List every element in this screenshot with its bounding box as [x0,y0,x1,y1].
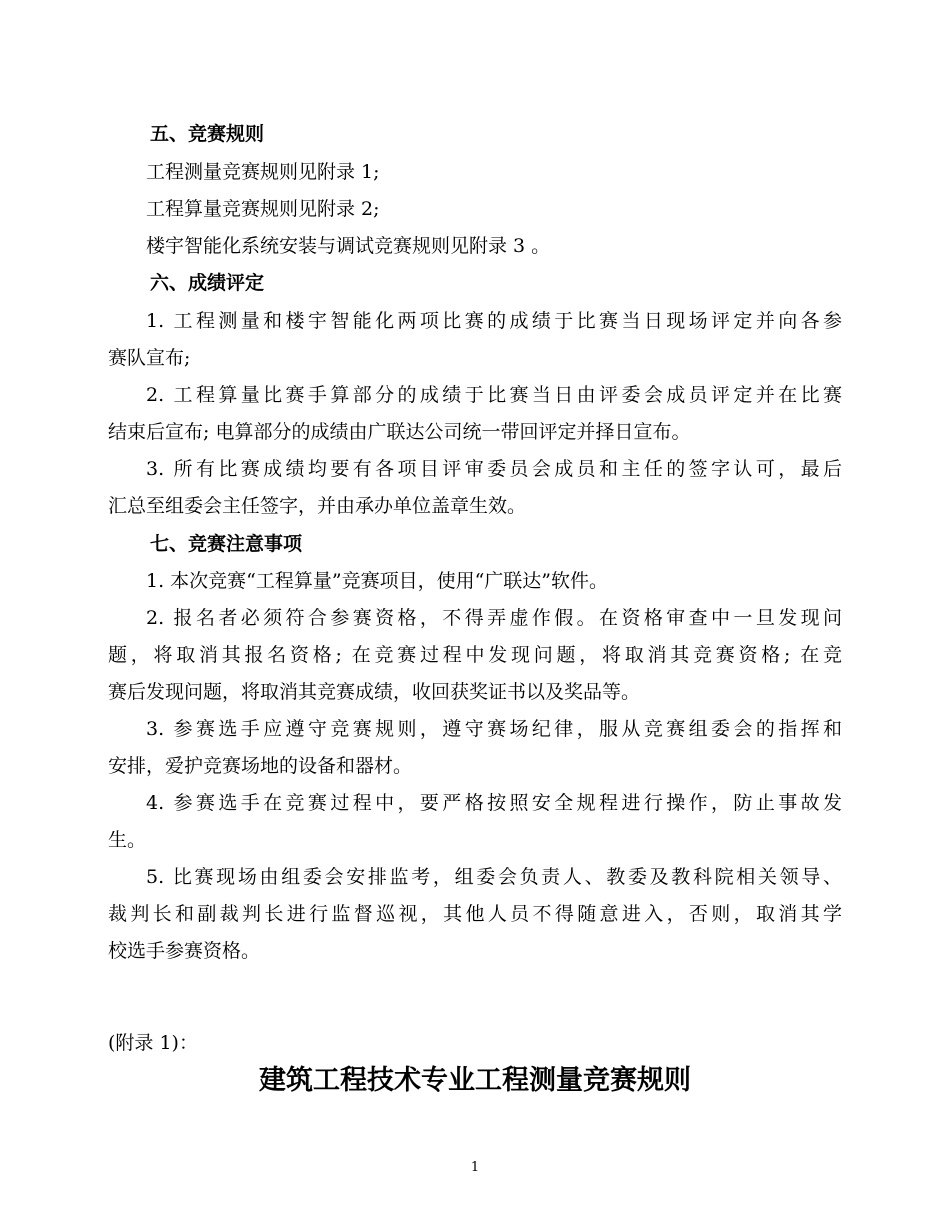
section-7-p2-line-2: 题，将取消其报名资格; 在竞赛过程中发现问题，将取消其竞赛资格; 在竞 [108,644,842,666]
section-6-p1-line-2: 赛队宣布; [108,347,191,369]
section-5-item-2: 工程算量竞赛规则见附录 2; [146,198,380,220]
section-5-item-1: 工程测量竞赛规则见附录 1; [146,161,380,183]
section-7-p4-line-1: 4. 参赛选手在竞赛过程中，要严格按照安全规程进行操作，防止事故发 [146,792,842,814]
section-7-p4-line-2: 生。 [108,829,147,851]
section-7-p2-line-3: 赛后发现问题，将取消其竞赛成绩，收回获奖证书以及奖品等。 [108,681,641,703]
section-6-p1-line-1: 1. 工程测量和楼宇智能化两项比赛的成绩于比赛当日现场评定并向各参 [146,310,842,332]
section-5-heading: 五、竞赛规则 [150,123,265,145]
section-7-p2-line-1: 2. 报名者必须符合参赛资格，不得弄虚作假。在资格审查中一旦发现问 [146,607,842,629]
section-6-p2-line-1: 2. 工程算量比赛手算部分的成绩于比赛当日由评委会成员评定并在比赛 [146,384,842,406]
appendix-label: (附录 1)： [108,1032,198,1054]
section-5-item-3: 楼宇智能化系统安装与调试竞赛规则见附录 3 。 [146,235,551,257]
section-7-heading: 七、竞赛注意事项 [150,533,303,555]
section-7-p3-line-2: 安排，爱护竞赛场地的设备和器材。 [108,755,413,777]
page-number: 1 [470,1160,480,1175]
appendix-title: 建筑工程技术专业工程测量竞赛规则 [259,1065,691,1096]
section-7-p5-line-2: 裁判长和副裁判长进行监督巡视，其他人员不得随意进入，否则，取消其学 [108,903,842,925]
section-6-heading: 六、成绩评定 [150,272,265,294]
section-7-p1-line-1: 1. 本次竞赛“工程算量”竞赛项目，使用“广联达”软件。 [146,570,609,592]
section-6-p3-line-1: 3. 所有比赛成绩均要有各项目评审委员会成员和主任的签字认可，最后 [146,458,842,480]
section-7-p5-line-3: 校选手参赛资格。 [108,940,261,962]
section-7-p5-line-1: 5. 比赛现场由组委会安排监考，组委会负责人、教委及教科院相关领导、 [146,866,842,888]
section-6-p3-line-2: 汇总至组委会主任签字，并由承办单位盖章生效。 [108,495,527,517]
section-6-p2-line-2: 结束后宣布; 电算部分的成绩由广联达公司统一带回评定并择日宣布。 [108,421,691,443]
section-7-p3-line-1: 3. 参赛选手应遵守竞赛规则，遵守赛场纪律，服从竞赛组委会的指挥和 [146,718,842,740]
